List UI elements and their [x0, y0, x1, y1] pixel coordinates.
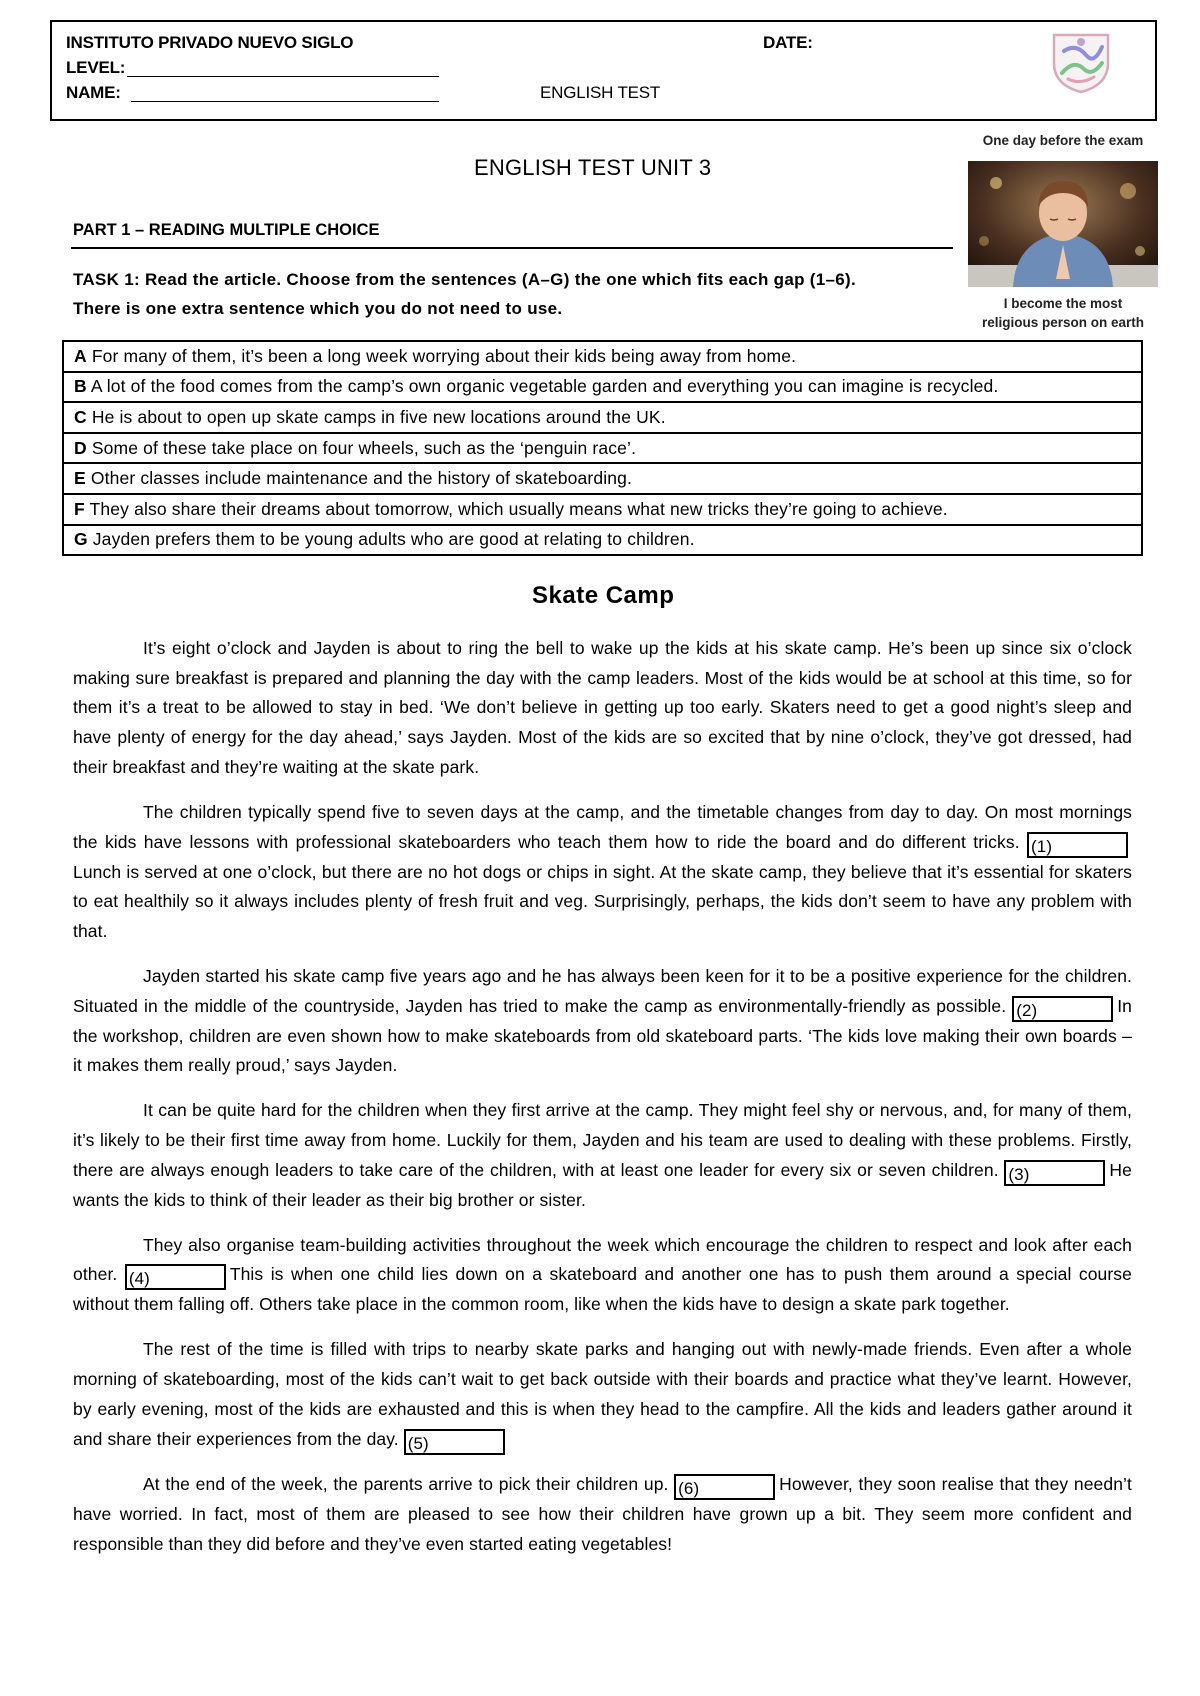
option-letter: C: [74, 406, 87, 427]
paragraph-text: He wants the kids to think of their leader as their big brother or sister.: [73, 1159, 1132, 1210]
task-line-1: TASK 1: Read the article. Choose from the sentences (A–G) the one which fits each gap (1–6).: [73, 270, 857, 289]
test-label: ENGLISH TEST: [540, 83, 661, 102]
paragraph-2: [73, 798, 1132, 947]
paragraph-1: [73, 634, 1132, 783]
task-line-2: There is one extra sentence which you do not need to use.: [73, 299, 563, 318]
paragraph-text: This is when one child lies down on a skateboard and another one has to push them around a special course without them falling off. Others take place in the common room, like when the kids have to design a skate park together.: [73, 1264, 1132, 1315]
option-text: Some of these take place on four wheels, such as the ‘penguin race’.: [91, 437, 637, 458]
paragraph-text: However, they soon realise that they needn’t have worried. In fact, most of them are pleased to see how their children have grown up a bit. They seem more confident and responsible than they did before and they’ve even started eating vegetables!: [73, 1473, 1133, 1554]
option-letter: D: [74, 437, 87, 458]
paragraph-3: [73, 962, 1132, 1081]
paragraph-text: The rest of the time is filled with trips to nearby skate parks and hanging out with newly-made friends. Even after a whole morning of skateboarding, most of the kids can’t wait to get back outside with their boards and practice what they’ve learnt. However, by early evening, most of the kids are exhausted and this is when they head to the campfire. All the kids and leaders gather around it and share their experiences from the day.: [73, 1339, 1132, 1449]
school-name: INSTITUTO PRIVADO NUEVO SIGLO: [66, 33, 354, 52]
paragraph-text: It can be quite hard for the children when they first arrive at the camp. They might feel shy or nervous, and, for many of them, it’s likely to be their first time away from home. Luckily for them, Jayden and his team are used to dealing with these problems. Firstly, there are always enough leaders to take care of the children, with at least one leader for every six or seven children.: [73, 1100, 1132, 1180]
option-row-b: [63, 372, 1142, 403]
option-text: Jayden prefers them to be young adults who are good at relating to children.: [92, 529, 695, 550]
paragraph-text: The children typically spend five to seven days at the camp, and the timetable changes from day to day. On most mornings the kids have lessons with professional skateboarders who teach them how to ride the board and do different tricks.: [73, 801, 1132, 852]
article-title: Skate Camp: [532, 582, 675, 609]
paragraph-text: Jayden started his skate camp five years ago and he has always been keen for it to be a positive experience for the children. Situated in the middle of the countryside, Jayden has tried to make the camp as environmentally-friendly as possible.: [73, 965, 1132, 1016]
option-row-d: [63, 433, 1142, 464]
gap-6-box[interactable]: (6): [674, 1474, 775, 1500]
paragraph-5: [73, 1231, 1132, 1320]
paragraph-6: [73, 1335, 1132, 1454]
paragraph-7: [73, 1470, 1132, 1559]
option-text: They also share their dreams about tomorrow, which usually means what new tricks they’re going to achieve.: [89, 498, 948, 519]
option-row-c: [63, 402, 1142, 433]
part-heading: PART 1 – READING MULTIPLE CHOICE: [73, 221, 380, 239]
meme-top-caption: One day before the exam: [982, 133, 1144, 148]
school-logo-icon: [1050, 29, 1112, 95]
praying-boy-image: [968, 161, 1158, 287]
level-field[interactable]: [127, 76, 439, 77]
paragraph-text: In the workshop, children are even shown how to make skateboards from old skateboard parts. ‘The kids love making their own boards – it makes them really proud,’ says Jayden.: [73, 995, 1132, 1076]
date-label: DATE:: [763, 33, 813, 52]
name-field[interactable]: [131, 101, 439, 102]
meme-bottom-caption: [968, 294, 1158, 332]
option-text: He is about to open up skate camps in five new locations around the UK.: [91, 406, 666, 427]
option-text: Other classes include maintenance and the history of skateboarding.: [90, 468, 633, 489]
gap-4-box[interactable]: (4): [125, 1264, 226, 1290]
test-title: ENGLISH TEST UNIT 3: [474, 155, 712, 180]
option-row-a: [63, 341, 1142, 372]
name-label: NAME:: [66, 83, 121, 102]
paragraph-4: [73, 1096, 1132, 1215]
option-letter: A: [74, 345, 87, 366]
paragraph-text: At the end of the week, the parents arrive to pick their children up.: [143, 1473, 675, 1494]
gap-3-box[interactable]: (3): [1004, 1160, 1105, 1186]
option-text: For many of them, it’s been a long week worrying about their kids being away from home.: [91, 345, 797, 366]
article-body: [73, 634, 1132, 1575]
options-table: [62, 340, 1143, 556]
option-text: A lot of the food comes from the camp’s own organic vegetable garden and everything you can imagine is recycled.: [90, 376, 999, 397]
gap-1-box[interactable]: (1): [1027, 832, 1128, 858]
meme-photo: [968, 161, 1158, 287]
option-letter: F: [74, 498, 85, 519]
option-letter: B: [74, 376, 87, 397]
meme-bottom-caption-line1: I become the most: [1003, 296, 1123, 311]
option-row-f: [63, 494, 1142, 525]
gap-2-box[interactable]: (2): [1012, 996, 1113, 1022]
paragraph-text: It’s eight o’clock and Jayden is about to ring the bell to wake up the kids at his skate camp. He’s been up since six o’clock making sure breakfast is prepared and planning the day with the camp leaders. Most of the kids would be at school at this time, so for them it’s a treat to be allowed to stay in bed. ‘We don’t believe in getting up too early. Skaters need to get a good night’s sleep and have plenty of energy for the day ahead,’ says Jayden. Most of the kids are so excited that by nine o’clock, they’ve got dressed, had their breakfast and they’re waiting at the skate park.: [73, 638, 1132, 777]
option-letter: E: [74, 468, 86, 489]
meme-bottom-caption-line2: religious person on earth: [981, 315, 1145, 330]
option-row-g: [63, 525, 1142, 556]
task-instructions: [73, 265, 963, 323]
paragraph-text: Lunch is served at one o’clock, but there are no hot dogs or chips in sight. At the skate camp, they believe that it’s essential for skaters to eat healthily so it always includes plenty of fresh fruit and veg. Surprisingly, perhaps, the kids don’t seem to have any problem with that.: [73, 861, 1132, 941]
option-letter: G: [74, 529, 88, 550]
paragraph-text: They also organise team-building activities throughout the week which encourage the children to respect and look after each other.: [73, 1234, 1132, 1285]
option-row-e: [63, 463, 1142, 494]
level-label: LEVEL:: [66, 58, 126, 77]
part-divider: [71, 247, 953, 249]
gap-5-box[interactable]: (5): [404, 1429, 505, 1455]
